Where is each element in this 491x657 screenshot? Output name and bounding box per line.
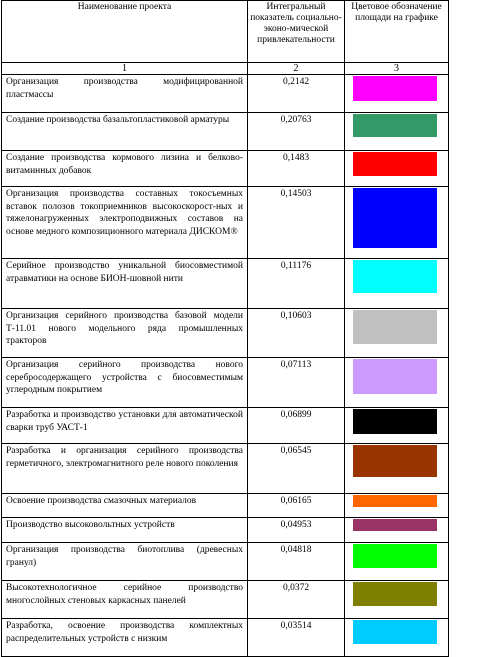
project-name-cell: Организация производства модифицированной пластмассы <box>2 75 248 113</box>
color-swatch-cell <box>345 444 449 494</box>
color-swatch-cell <box>345 494 449 518</box>
index-value-cell: 0,10603 <box>248 309 345 358</box>
project-name-cell: Высокотехнологичное серийное производство многослойных стеновых каркасных панелей <box>2 581 248 619</box>
table-row <box>2 309 449 358</box>
column-number-row <box>2 63 449 75</box>
color-swatch <box>353 582 437 606</box>
header-row <box>2 1 449 63</box>
color-swatch-cell <box>345 151 449 187</box>
color-swatch <box>353 544 437 568</box>
color-swatch-cell <box>345 187 449 259</box>
column-number: 1 <box>2 63 248 75</box>
table-row <box>2 259 449 309</box>
color-swatch-cell <box>345 581 449 619</box>
project-name-cell: Организация серийного производства базовой модели Т-11.01 нового модельного ряда промышленных тракторов <box>2 309 248 358</box>
color-swatch-cell <box>345 309 449 358</box>
index-value-cell: 0,06165 <box>248 494 345 518</box>
index-value-cell: 0,06899 <box>248 408 345 444</box>
header-color-designation: Цветовое обозначение площади на графике <box>345 1 449 63</box>
color-swatch-cell <box>345 408 449 444</box>
table-row <box>2 444 449 494</box>
table-row <box>2 408 449 444</box>
table-row <box>2 518 449 543</box>
project-name-cell: Освоение производства смазочных материалов <box>2 494 248 518</box>
color-swatch <box>353 519 437 531</box>
index-value-cell: 0,20763 <box>248 113 345 151</box>
color-swatch <box>353 409 437 434</box>
index-value-cell: 0,14503 <box>248 187 345 259</box>
project-name-cell: Создание производства базальтопластиковой арматуры <box>2 113 248 151</box>
index-value-cell: 0,1483 <box>248 151 345 187</box>
color-swatch-cell <box>345 358 449 408</box>
table-row <box>2 619 449 657</box>
project-name-cell: Производство высоковольтных устройств <box>2 518 248 543</box>
project-name-cell: Организация серийного производства нового серебросодержащего устройства с биосовместимым углеродным покрытием <box>2 358 248 408</box>
color-swatch <box>353 260 437 293</box>
project-name-cell: Серийное производство уникальной биосовместимой атравматики на основе БИОН-шовной нити <box>2 259 248 309</box>
color-swatch <box>353 114 437 137</box>
header-project-name: Наименование проекта <box>2 1 248 63</box>
table-body <box>2 75 449 657</box>
color-swatch-cell <box>345 259 449 309</box>
color-swatch <box>353 620 437 644</box>
project-name-cell: Разработка, освоение производства комплектных распределительных устройств с низким <box>2 619 248 657</box>
project-name-cell: Организация производства биотоплива (древесных гранул) <box>2 543 248 581</box>
table-row <box>2 113 449 151</box>
index-value-cell: 0,11176 <box>248 259 345 309</box>
color-swatch <box>353 310 437 344</box>
projects-table <box>1 0 449 657</box>
index-value-cell: 0,0372 <box>248 581 345 619</box>
color-swatch-cell <box>345 543 449 581</box>
header-integral-index: Интегральный показатель социально-эконо-мической привлекательности <box>248 1 345 63</box>
column-number: 3 <box>345 63 449 75</box>
color-swatch <box>353 76 437 101</box>
table-row <box>2 151 449 187</box>
project-name-cell: Создание производства кормового лизина и белково-витаминных добавок <box>2 151 248 187</box>
index-value-cell: 0,07113 <box>248 358 345 408</box>
index-value-cell: 0,06545 <box>248 444 345 494</box>
project-name-cell: Разработка и производство установки для автоматической сварки труб УАСТ-1 <box>2 408 248 444</box>
project-name-cell: Организация производства составных токосъемных вставок полозов токоприемников высокоскорост-ных и тяжелонагруженных электроподвижных составов на основе медного композиционного материала ДИСКОМ® <box>2 187 248 259</box>
index-value-cell: 0,04953 <box>248 518 345 543</box>
table-row <box>2 543 449 581</box>
color-swatch <box>353 495 437 507</box>
table-row <box>2 581 449 619</box>
color-swatch-cell <box>345 75 449 113</box>
color-swatch <box>353 188 437 248</box>
index-value-cell: 0,03514 <box>248 619 345 657</box>
column-number: 2 <box>248 63 345 75</box>
color-swatch-cell <box>345 113 449 151</box>
color-swatch-cell <box>345 619 449 657</box>
project-name-cell: Разработка и организация серийного производства герметичного, электромагнитного реле нового поколения <box>2 444 248 494</box>
table-row <box>2 187 449 259</box>
index-value-cell: 0,04818 <box>248 543 345 581</box>
color-swatch <box>353 359 437 394</box>
table-row <box>2 494 449 518</box>
table-row <box>2 358 449 408</box>
index-value-cell: 0,2142 <box>248 75 345 113</box>
color-swatch <box>353 152 437 176</box>
table-row <box>2 75 449 113</box>
color-swatch <box>353 445 437 477</box>
color-swatch-cell <box>345 518 449 543</box>
